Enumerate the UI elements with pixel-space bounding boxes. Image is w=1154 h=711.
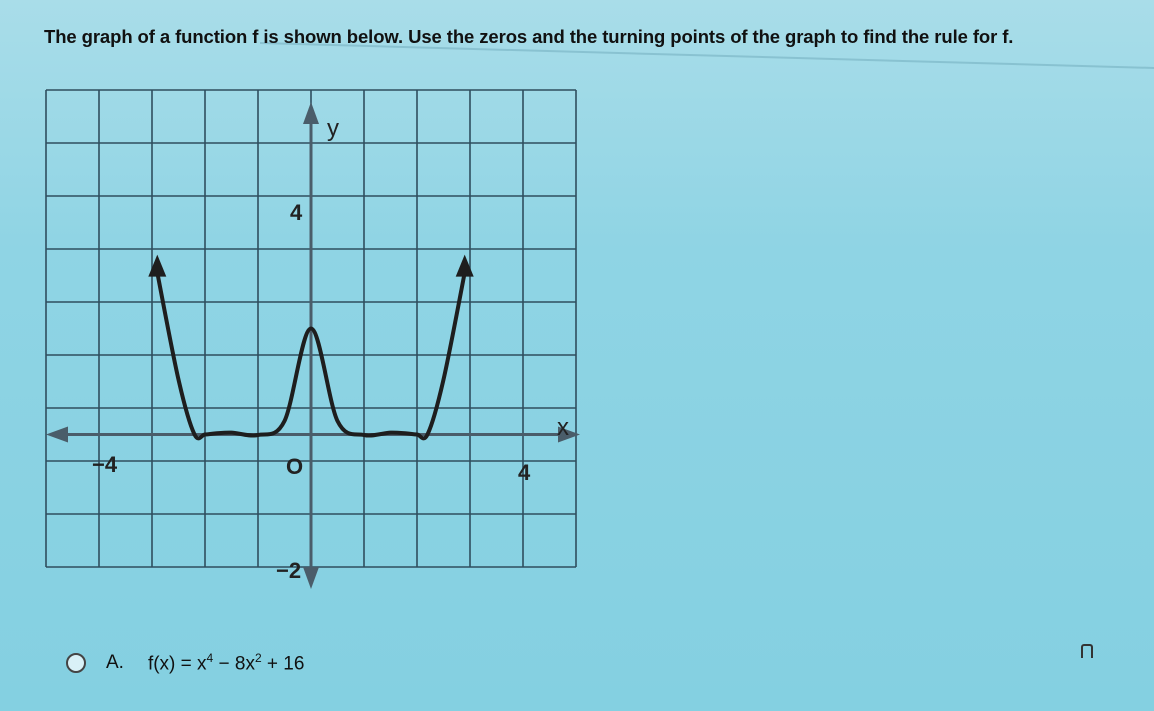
graph-canvas bbox=[44, 88, 580, 628]
x-tick-label-right: 4 bbox=[518, 460, 531, 485]
y-tick-label-top: 4 bbox=[290, 200, 303, 225]
x-tick-label-left: −4 bbox=[92, 452, 118, 477]
formula-exponent-2: 2 bbox=[254, 650, 262, 665]
formula-prefix: f(x) = x bbox=[147, 653, 207, 675]
answer-choice-a[interactable] bbox=[66, 646, 304, 680]
formula-suffix: + 16 bbox=[261, 653, 305, 675]
x-axis-label: x bbox=[557, 414, 569, 441]
x-axis-arrow-left-icon bbox=[46, 427, 68, 443]
y-tick-label-bottom: −2 bbox=[276, 558, 302, 583]
y-axis-label: y bbox=[327, 115, 339, 142]
function-graph bbox=[44, 88, 580, 628]
choice-a-letter: A. bbox=[106, 652, 124, 673]
choice-a-radio[interactable] bbox=[66, 653, 86, 673]
mouse-cursor-icon bbox=[1081, 644, 1093, 658]
origin-label: O bbox=[286, 454, 304, 479]
formula-exponent-1: 4 bbox=[206, 650, 214, 665]
axes bbox=[46, 102, 580, 589]
curve-arrow-right-icon bbox=[456, 255, 474, 277]
question-text: The graph of a function f is shown below. Use the zeros and the turning points of the graph to find the rule for f. bbox=[44, 26, 1014, 47]
choice-a-formula bbox=[148, 651, 305, 675]
curve-arrow-left-icon bbox=[148, 255, 166, 277]
y-axis-arrow-up-icon bbox=[303, 102, 319, 124]
y-axis-arrow-down-icon bbox=[303, 567, 319, 589]
formula-middle: − 8x bbox=[213, 653, 255, 675]
